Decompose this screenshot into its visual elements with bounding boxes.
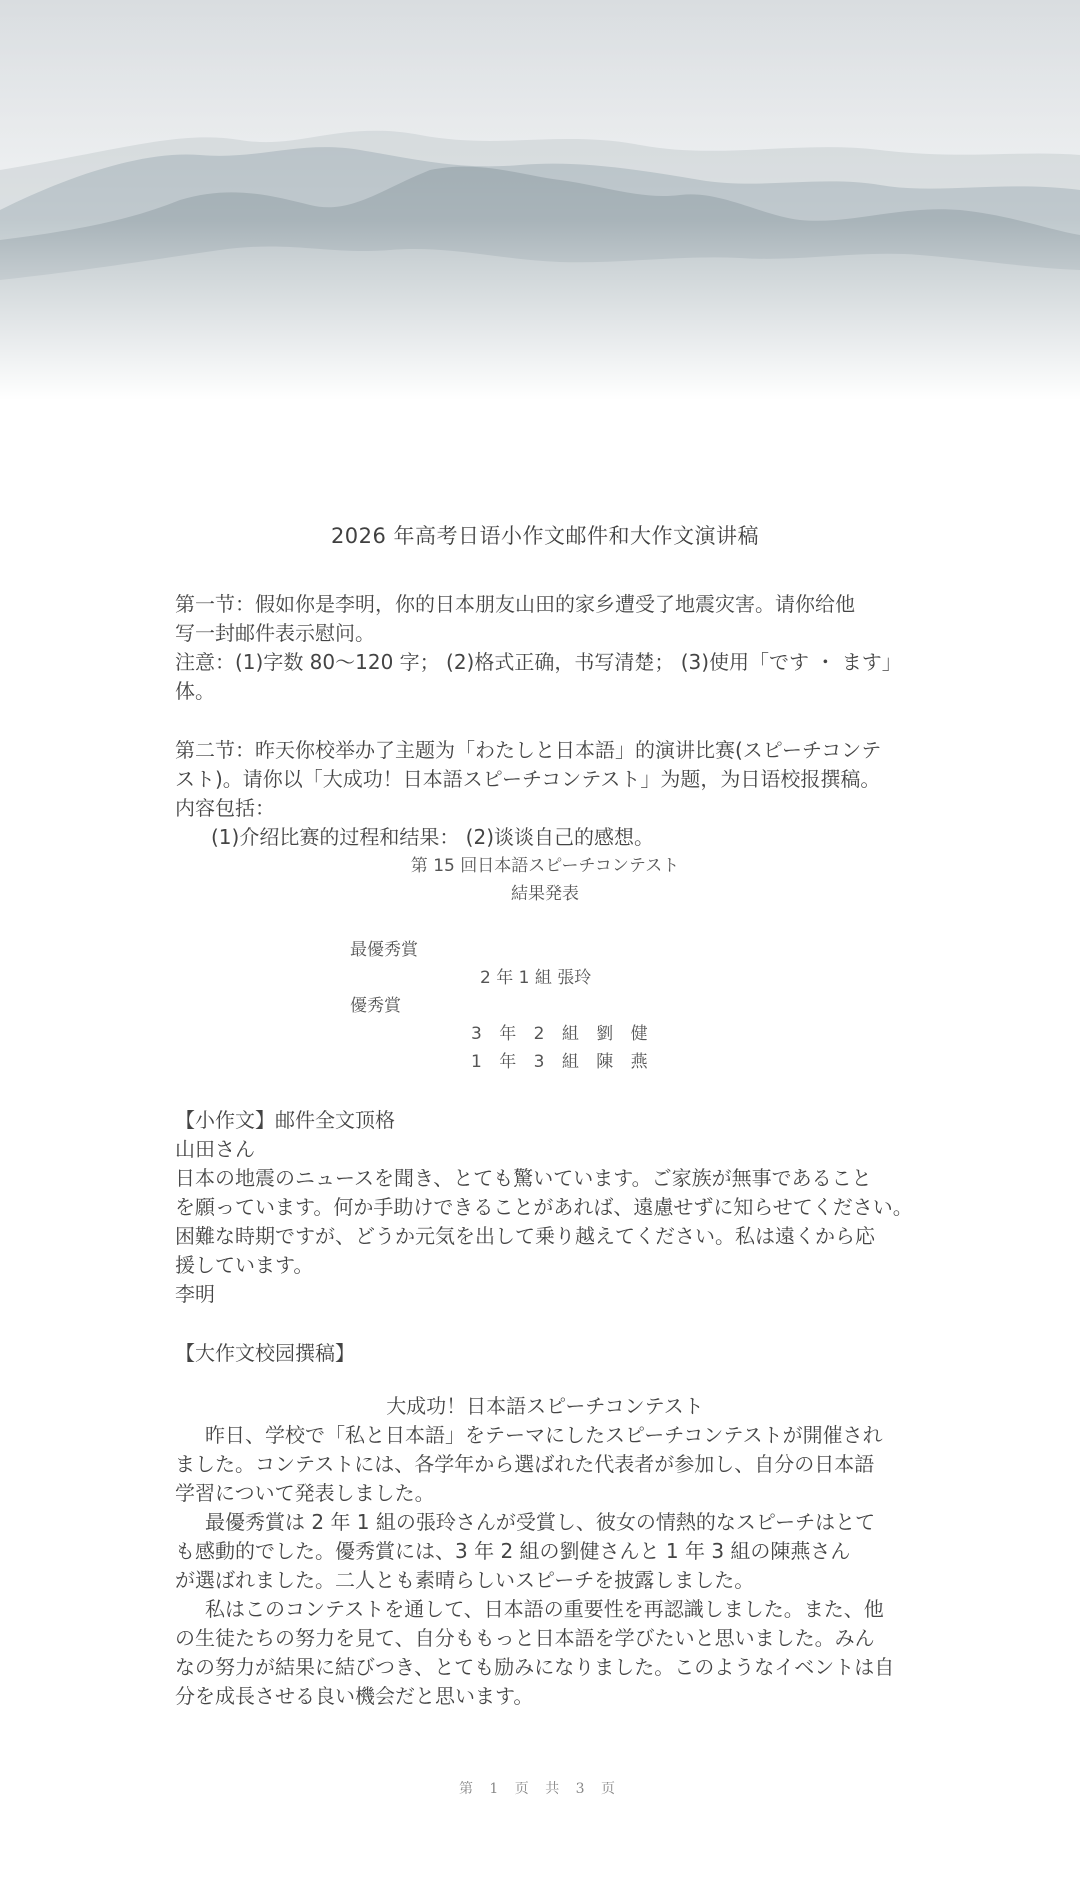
section-1-line: 第一节：假如你是李明，你的日本朋友山田的家乡遭受了地震灾害。请你给他 (175, 592, 855, 616)
small-essay-signature: 李明 (175, 1282, 215, 1306)
section-2-line: スト)。请你以「大成功！日本語スピーチコンテスト」为题，为日语校报撰稿。 (175, 767, 881, 791)
large-essay-line: 昨日、学校で「私と日本語」をテーマにしたスピーチコンテストが開催され (205, 1423, 883, 1447)
large-essay-line: も感動的でした。優秀賞には、3 年 2 組の劉健さんと 1 年 3 組の陳燕さん (175, 1539, 851, 1563)
small-essay-label: 【小作文】邮件全文顶格 (175, 1108, 395, 1132)
section-2-line: 第二节：昨天你校举办了主题为「わたしと日本語」的演讲比赛(スピーチコンテ (175, 738, 882, 762)
section-2 (175, 736, 915, 852)
results-subheading: 結果発表 (511, 884, 579, 904)
top-award-label: 最優秀賞 (350, 940, 418, 960)
large-essay-line: 私はこのコンテストを通して、日本語の重要性を再認識しました。また、他 (205, 1597, 884, 1621)
award-label: 優秀賞 (350, 996, 401, 1016)
small-essay-line: 援しています。 (175, 1253, 314, 1277)
section-1 (175, 590, 915, 706)
small-essay-line: 困難な時期ですが、どうか元気を出して乗り越えてください。私は遠くから応 (175, 1224, 875, 1248)
small-essay (175, 1106, 915, 1309)
large-essay-line: の生徒たちの努力を見て、自分ももっと日本語を学びたいと思いました。みん (175, 1626, 875, 1650)
section-2-requirements: (1)介绍比赛的过程和结果： (2)谈谈自己的感想。 (211, 825, 655, 849)
large-essay-line: なの努力が結果に結びつき、とても励みになりました。このようなイベントは自 (175, 1655, 895, 1679)
small-essay-line: 日本の地震のニュースを聞き、とても驚いています。ご家族が無事であること (175, 1166, 872, 1190)
award-winner-1: 3 年 2 組 劉 健 (471, 1024, 654, 1044)
section-1-line: 体。 (175, 679, 215, 703)
section-1-line: 注意：(1)字数 80～120 字； (2)格式正确，书写清楚； (3)使用「です ・ ます」 (175, 650, 902, 674)
large-essay-line: 学習について発表しました。 (175, 1481, 435, 1505)
large-essay-line: が選ばれました。二人とも素晴らしいスピーチを披露しました。 (175, 1568, 755, 1592)
document-title: 2026 年高考日语小作文邮件和大作文演讲稿 (330, 524, 760, 548)
large-essay-title: 大成功！日本語スピーチコンテスト (386, 1394, 704, 1418)
large-essay-label: 【大作文校园撰稿】 (175, 1341, 355, 1365)
document-page (175, 520, 915, 1711)
top-award-winner: 2 年 1 組 張玲 (480, 968, 592, 988)
award-winner-2: 1 年 3 組 陳 燕 (471, 1052, 654, 1072)
large-essay (175, 1339, 915, 1711)
small-essay-greeting: 山田さん (175, 1137, 255, 1161)
mountain-banner-image (0, 0, 1080, 400)
page-number: 第 1 页 共 3 页 (458, 1781, 622, 1797)
section-1-line: 写一封邮件表示慰问。 (175, 621, 375, 645)
large-essay-line: ました。コンテストには、各学年から選ばれた代表者が参加し、自分の日本語 (175, 1452, 875, 1476)
results-heading: 第 15 回日本語スピーチコンテスト (410, 856, 680, 876)
section-2-line: 内容包括： (175, 796, 275, 820)
contest-results (175, 852, 915, 1076)
large-essay-line: 最優秀賞は 2 年 1 組の張玲さんが受賞し、彼女の情熱的なスピーチはとて (205, 1510, 876, 1534)
small-essay-line: を願っています。何か手助けできることがあれば、遠慮せずに知らせてください。 (175, 1195, 913, 1219)
large-essay-line: 分を成長させる良い機会だと思います。 (175, 1684, 534, 1708)
